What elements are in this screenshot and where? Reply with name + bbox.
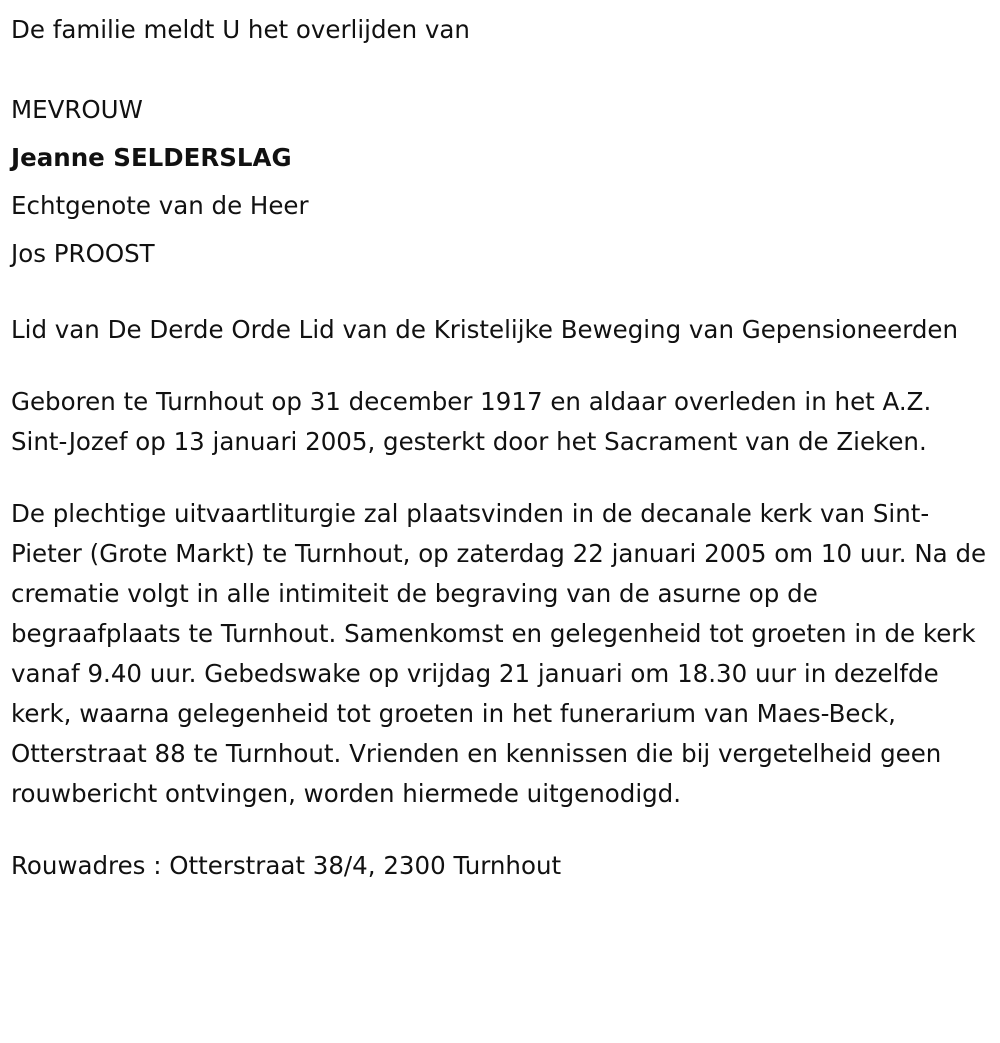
intro-text: De familie meldt U het overlijden van <box>11 15 470 44</box>
deceased-name: Jeanne SELDERSLAG <box>11 143 292 172</box>
funeral-paragraph: De plechtige uitvaartliturgie zal plaatsvinden in de decanale kerk van Sint-Pieter (Grote Markt) te Turnhout, op zaterdag 22 januari 2005 om 10 uur. Na de crematie volgt in alle intimiteit de begraving van de asurne op de begraafplaats te Turnhout. Samenkomst en gelegenheid tot groeten in de kerk vanaf 9.40 uur. Gebedswake op vrijdag 21 januari om 18.30 uur in dezelfde kerk, waarna gelegenheid tot groeten in het funerarium van Maes-Beck, Otterstraat 88 te Turnhout. Vrienden en kennissen die bij vergetelheid geen rouwbericht ontvingen, worden hiermede uitgenodigd. <box>11 499 987 808</box>
spouse-name: Jos PROOST <box>11 239 155 268</box>
spacer <box>11 462 990 494</box>
address-line: Rouwadres : Otterstraat 38/4, 2300 Turnhout <box>11 851 562 880</box>
spacer <box>11 814 990 846</box>
honorific: MEVROUW <box>11 95 143 124</box>
birth-death-paragraph: Geboren te Turnhout op 31 december 1917 en aldaar overleden in het A.Z. Sint-Jozef op 13 januari 2005, gesterkt door het Sacrament van de Zieken. <box>11 387 932 456</box>
relation-text: Echtgenote van de Heer <box>11 191 309 220</box>
spacer <box>11 278 990 310</box>
membership-paragraph: Lid van De Derde Orde Lid van de Kristelijke Beweging van Gepensioneerden <box>11 315 958 344</box>
spacer <box>11 350 990 382</box>
spacer <box>11 54 990 86</box>
